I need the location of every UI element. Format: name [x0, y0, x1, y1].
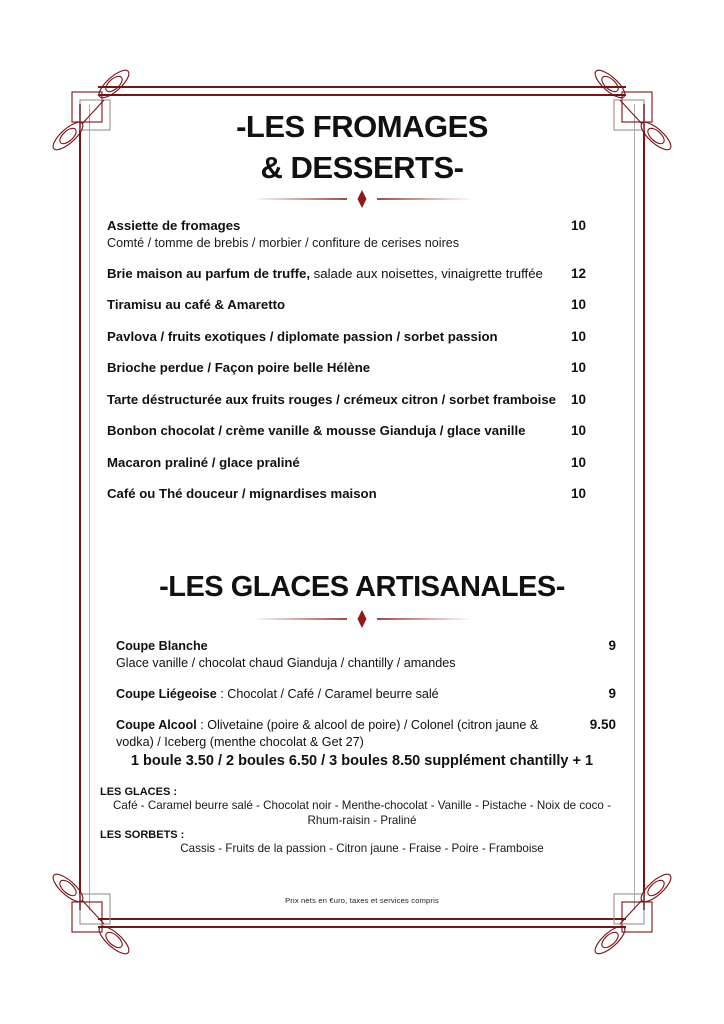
diamond-divider-icon-2: [0, 608, 724, 630]
menu-item-price: 10: [571, 328, 587, 344]
dessert-items-list: [107, 218, 617, 518]
coupe-item-text: [116, 638, 561, 671]
section-title-glaces-artisanales: -LES GLACES ARTISANALES-: [159, 571, 565, 603]
coupe-item: [116, 717, 616, 750]
border-rule-top-outer: [98, 86, 626, 88]
menu-item-description: Comté / tomme de brebis / morbier / confiture de cerises noires: [107, 235, 460, 250]
corner-ornament-bottom-right: [566, 852, 686, 972]
coupe-item-description: : Chocolat / Café / Caramel beurre salé: [216, 686, 439, 701]
menu-item: [107, 423, 617, 440]
flavour-group-glaces: [100, 786, 624, 828]
coupe-item-price: 9: [608, 638, 616, 653]
menu-item-price: 12: [571, 265, 587, 281]
menu-item-price: 10: [571, 218, 587, 233]
border-rule-bottom-inner: [98, 926, 626, 928]
menu-item-text: [107, 329, 562, 346]
menu-item-text: [107, 266, 562, 283]
footer-note: Prix nets en €uro, taxes et services compris: [285, 896, 439, 905]
menu-item-price: 10: [571, 297, 587, 312]
diamond-divider-icon-1: [0, 188, 724, 210]
menu-item-name: Café ou Thé douceur / mignardises maison: [107, 486, 377, 501]
menu-item-name: Bonbon chocolat / crème vanille & mousse Gianduja / glace vanille: [107, 423, 526, 438]
section-title-line-1: -LES FROMAGES: [236, 109, 488, 144]
flavour-group-heading: LES GLACES :: [100, 786, 178, 798]
border-rule-top-inner: [98, 94, 626, 96]
coupe-item-price: 9.50: [589, 717, 616, 732]
menu-item: [107, 392, 617, 409]
menu-item-name: Brie maison au parfum de truffe,: [107, 265, 310, 281]
coupe-item-price: 9: [608, 685, 616, 701]
menu-item: [107, 297, 617, 314]
flavour-group-heading: LES SORBETS :: [100, 829, 185, 841]
coupe-item-name: Coupe Liégeoise: [116, 686, 217, 701]
menu-item-price: 10: [571, 391, 587, 407]
menu-item: [107, 218, 617, 251]
menu-item-name: Tiramisu au café & Amaretto: [107, 297, 286, 312]
flavour-group-body: Café - Caramel beurre salé - Chocolat noir - Menthe-chocolat - Vanille - Pistache - Noix de coco - Rhum-raisin - Praliné: [113, 799, 611, 827]
menu-item-price: 10: [571, 423, 587, 438]
menu-item-name-suffix: salade aux noisettes, vinaigrette truffée: [309, 265, 543, 281]
coupe-item: [116, 638, 616, 671]
menu-item: [107, 455, 617, 472]
menu-item-text: [107, 392, 562, 409]
menu-item: [107, 266, 617, 283]
menu-item-name: Pavlova / fruits exotiques / diplomate passion / sorbet passion: [107, 328, 498, 344]
menu-item-name: Brioche perdue / Façon poire belle Hélène: [107, 360, 371, 375]
section-title-fromages-desserts: [0, 106, 724, 188]
flavour-lists: [100, 786, 624, 856]
border-rule-left-inner: [89, 104, 90, 910]
menu-item-text: [107, 297, 562, 314]
coupe-item-name: Coupe Alcool: [116, 718, 197, 732]
menu-item-text: [107, 360, 562, 377]
menu-item-text: [107, 455, 562, 472]
menu-item-price: 10: [571, 486, 587, 501]
menu-item-text: [107, 218, 562, 251]
menu-item-name: Macaron praliné / glace praliné: [107, 454, 300, 470]
coupe-item-text: [116, 717, 561, 750]
coupes-list: [116, 638, 616, 765]
corner-ornament-bottom-left: [38, 852, 158, 972]
border-rule-bottom-outer: [98, 918, 626, 920]
flavour-group-sorbets: [100, 829, 624, 856]
boules-pricing-line: 1 boule 3.50 / 2 boules 6.50 / 3 boules 8.50 supplément chantilly + 1: [130, 753, 594, 769]
coupe-item-description: : Olivetaine (poire & alcool de poire) / Colonel (citron jaune & vodka) / Iceberg (menthe chocolat & Get 27): [116, 718, 539, 749]
coupe-item: [116, 686, 616, 703]
flavour-group-body: Cassis - Fruits de la passion - Citron jaune - Fraise - Poire - Framboise: [180, 842, 544, 855]
coupe-item-description: Glace vanille / chocolat chaud Gianduja / chantilly / amandes: [116, 655, 456, 670]
border-rule-right-inner: [634, 104, 635, 910]
menu-item: [107, 360, 617, 377]
menu-item: [107, 486, 617, 503]
section-title-line-2: & DESSERTS-: [260, 150, 464, 185]
menu-item-text: [107, 486, 562, 503]
menu-item-name: Tarte déstructurée aux fruits rouges / crémeux citron / sorbet framboise: [107, 391, 556, 407]
coupe-item-name: Coupe Blanche: [116, 639, 208, 653]
coupe-item-text: [116, 686, 561, 703]
border-rule-left-outer: [79, 104, 81, 910]
menu-item-name: Assiette de fromages: [107, 218, 241, 233]
menu-item-text: [107, 423, 562, 440]
menu-item-price: 10: [571, 454, 587, 470]
menu-item: [107, 329, 617, 346]
menu-item-price: 10: [571, 360, 587, 375]
border-rule-right-outer: [643, 104, 645, 910]
